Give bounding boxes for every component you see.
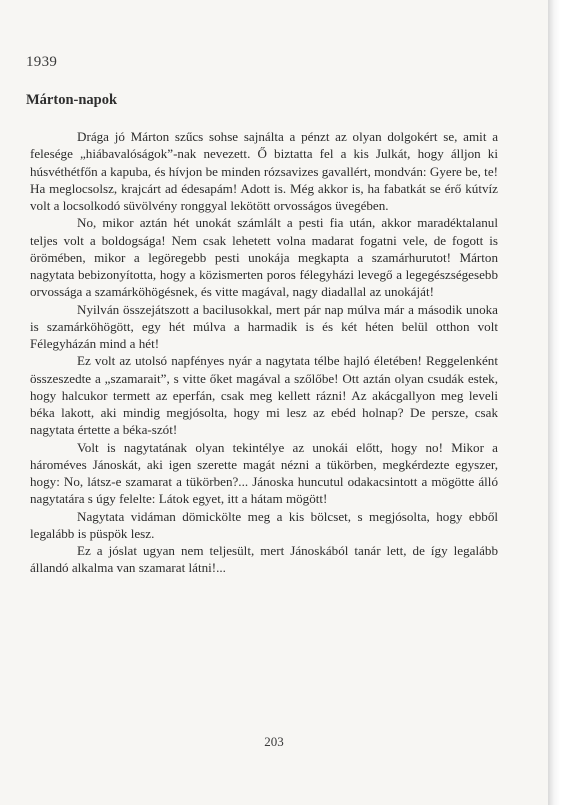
paragraph-5: Volt is nagytatának olyan tekintélye az unokái előtt, hogy no! Mikor a hároméves Jánoskát, aki igen szerette magát nézni a tükörben, megkérdezte egyszer, hogy: No, látsz-e szamarat a tükörben?... Jánoska huncutul odakacsintott a mögötte álló nagytatára s úgy felelte: Látok egyet, itt a hátam mögött!: [30, 439, 498, 507]
paragraph-6: Nagytata vidáman dömickölte meg a kis bölcset, s megjósolta, hogy ebből legalább is püspök lesz.: [30, 508, 498, 541]
paragraph-4: Ez volt az utolsó napfényes nyár a nagytata télbe hajló életében! Reggelenként összeszedte a „szamarait”, s vitte őket magával a szőlőbe! Ott aztán olyan csudák estek, hogy halcukor termett az eperfán, csak meg kellett rázni! Az akácgallyon meg leveli béka lakott, aki mindig megjósolta, hogy mi lesz az ebéd holnap? De persze, csak nagytata értette a béka-szót!: [30, 353, 498, 438]
body-text: [30, 128, 498, 577]
paragraph-7: Ez a jóslat ugyan nem teljesült, mert Jánoskából tanár lett, de így legalább állandó alkalma van szamarat látni!...: [30, 543, 498, 576]
paragraph-3: Nyilván összejátszott a bacilusokkal, mert pár nap múlva már a második unoka is szamárköhögött, egy hét múlva a harmadik is és két héten belül otthon volt Félegyházán mind a hét!: [30, 301, 498, 351]
chapter-title: Márton-napok: [26, 92, 118, 108]
page-number: 203: [264, 734, 284, 749]
page-edge-shadow: [548, 0, 572, 805]
paragraph-1: Drága jó Márton szűcs sohse sajnálta a pénzt az olyan dolgokért se, amit a felesége „hiábavalóságok”-nak nevezett. Ő biztatta fel a kis Julkát, hogy álljon ki húsvéthétfőn a kapuba, és hívjon be minden rózsavizes gavallért, mondván: Gyere be, te! Ha meglocsolsz, krajcárt ad édesapám! Adott is. Még akkor is, ha fabatkát se érő kútvíz volt a locsolkodó süvölvény ronggyal lekötött orvosságos üvegében.: [30, 129, 498, 213]
paragraph-2: No, mikor aztán hét unokát számlált a pesti fia után, akkor maradéktalanul teljes volt a boldogsága! Nem csak lehetett volna madarat fogatni vele, de fogott is örömében, mikor a legöregebb pesti unokája megkapta a szamárhurutot! Márton nagytata bebizonyította, hogy a közismerten poros félegyházi levegő a legegészségesebb orvossága a szamárköhögésnek, és vitte magával, nagy diadallal az unokáját!: [30, 215, 498, 300]
year-heading: 1939: [26, 54, 58, 70]
